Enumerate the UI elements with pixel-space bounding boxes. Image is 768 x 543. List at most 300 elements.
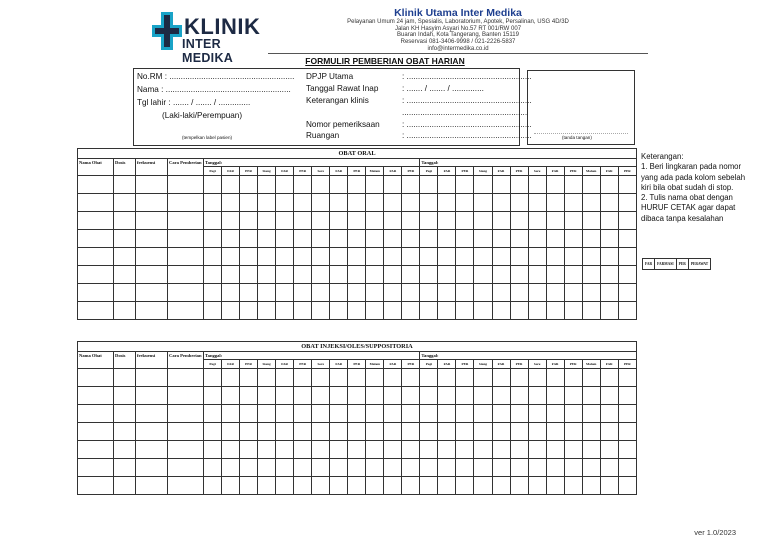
inj-cell[interactable] (222, 459, 240, 477)
oral-cell[interactable] (618, 266, 636, 284)
oral-cell[interactable] (600, 194, 618, 212)
oral-cell[interactable] (438, 212, 456, 230)
inj-cell[interactable] (136, 459, 168, 477)
oral-cell[interactable] (618, 248, 636, 266)
inj-cell[interactable] (384, 387, 402, 405)
oral-cell[interactable] (456, 248, 474, 266)
oral-cell[interactable] (438, 284, 456, 302)
oral-cell[interactable] (456, 230, 474, 248)
inj-cell[interactable] (276, 459, 294, 477)
inj-cell[interactable] (510, 369, 528, 387)
inj-cell[interactable] (546, 405, 564, 423)
oral-cell[interactable] (510, 248, 528, 266)
oral-cell[interactable] (402, 266, 420, 284)
oral-cell[interactable] (528, 302, 546, 320)
inj-cell[interactable] (564, 369, 582, 387)
oral-cell[interactable] (204, 212, 222, 230)
oral-cell[interactable] (384, 194, 402, 212)
oral-cell[interactable] (114, 284, 136, 302)
inj-cell[interactable] (114, 423, 136, 441)
inj-cell[interactable] (402, 477, 420, 495)
oral-cell[interactable] (348, 212, 366, 230)
oral-cell[interactable] (420, 302, 438, 320)
oral-cell[interactable] (204, 284, 222, 302)
oral-cell[interactable] (294, 248, 312, 266)
inj-cell[interactable] (420, 441, 438, 459)
inj-cell[interactable] (618, 423, 636, 441)
oral-cell[interactable] (546, 248, 564, 266)
oral-cell[interactable] (474, 248, 492, 266)
inj-cell[interactable] (546, 441, 564, 459)
oral-header-tanggal-2[interactable]: Tanggal: (420, 159, 637, 167)
oral-cell[interactable] (330, 230, 348, 248)
oral-cell[interactable] (474, 212, 492, 230)
oral-cell[interactable] (420, 284, 438, 302)
oral-cell[interactable] (582, 284, 600, 302)
oral-cell[interactable] (402, 230, 420, 248)
inj-cell[interactable] (168, 441, 204, 459)
inj-cell[interactable] (78, 477, 114, 495)
oral-cell[interactable] (204, 194, 222, 212)
oral-cell[interactable] (402, 212, 420, 230)
oral-cell[interactable] (114, 266, 136, 284)
oral-cell[interactable] (510, 230, 528, 248)
oral-cell[interactable] (348, 176, 366, 194)
inj-cell[interactable] (456, 459, 474, 477)
oral-cell[interactable] (384, 266, 402, 284)
oral-cell[interactable] (312, 284, 330, 302)
oral-cell[interactable] (366, 248, 384, 266)
inj-cell[interactable] (294, 369, 312, 387)
inj-cell[interactable] (564, 459, 582, 477)
inj-cell[interactable] (276, 441, 294, 459)
oral-cell[interactable] (312, 302, 330, 320)
inj-cell[interactable] (136, 423, 168, 441)
oral-cell[interactable] (582, 248, 600, 266)
oral-cell[interactable] (384, 230, 402, 248)
inj-cell[interactable] (168, 477, 204, 495)
oral-cell[interactable] (366, 302, 384, 320)
oral-cell[interactable] (528, 266, 546, 284)
inj-cell[interactable] (456, 477, 474, 495)
oral-cell[interactable] (510, 284, 528, 302)
inj-cell[interactable] (474, 387, 492, 405)
inj-cell[interactable] (438, 387, 456, 405)
inj-cell[interactable] (546, 423, 564, 441)
inj-cell[interactable] (402, 459, 420, 477)
inj-cell[interactable] (420, 477, 438, 495)
inj-cell[interactable] (330, 459, 348, 477)
inj-cell[interactable] (366, 459, 384, 477)
inj-cell[interactable] (136, 477, 168, 495)
oral-cell[interactable] (546, 230, 564, 248)
inj-cell[interactable] (276, 369, 294, 387)
oral-cell[interactable] (204, 176, 222, 194)
oral-cell[interactable] (492, 230, 510, 248)
inj-cell[interactable] (492, 405, 510, 423)
oral-cell[interactable] (600, 284, 618, 302)
inj-cell[interactable] (510, 405, 528, 423)
inj-cell[interactable] (600, 441, 618, 459)
oral-cell[interactable] (366, 230, 384, 248)
oral-cell[interactable] (312, 212, 330, 230)
oral-cell[interactable] (168, 212, 204, 230)
tgl-lahir-field[interactable]: Tgl lahir : ....... / ....... / .............. (137, 98, 251, 107)
inj-cell[interactable] (510, 441, 528, 459)
inj-cell[interactable] (402, 369, 420, 387)
oral-cell[interactable] (330, 176, 348, 194)
inj-cell[interactable] (294, 423, 312, 441)
oral-cell[interactable] (78, 194, 114, 212)
inj-cell[interactable] (222, 369, 240, 387)
inj-cell[interactable] (384, 405, 402, 423)
inj-cell[interactable] (582, 477, 600, 495)
inj-cell[interactable] (240, 459, 258, 477)
inj-cell[interactable] (204, 423, 222, 441)
oral-cell[interactable] (420, 266, 438, 284)
oral-cell[interactable] (136, 176, 168, 194)
inj-cell[interactable] (114, 477, 136, 495)
inj-cell[interactable] (78, 405, 114, 423)
inj-cell[interactable] (474, 459, 492, 477)
inj-cell[interactable] (618, 387, 636, 405)
inj-cell[interactable] (312, 387, 330, 405)
inj-cell[interactable] (510, 459, 528, 477)
oral-cell[interactable] (528, 230, 546, 248)
inj-cell[interactable] (474, 441, 492, 459)
oral-cell[interactable] (136, 266, 168, 284)
oral-cell[interactable] (258, 284, 276, 302)
oral-cell[interactable] (312, 194, 330, 212)
ket-klinis-field-2[interactable]: ....................................................... (402, 108, 528, 117)
inj-cell[interactable] (618, 459, 636, 477)
oral-cell[interactable] (114, 302, 136, 320)
oral-cell[interactable] (330, 284, 348, 302)
oral-cell[interactable] (420, 176, 438, 194)
inj-cell[interactable] (204, 369, 222, 387)
inj-cell[interactable] (258, 369, 276, 387)
inj-cell[interactable] (510, 387, 528, 405)
oral-cell[interactable] (474, 284, 492, 302)
inj-cell[interactable] (492, 477, 510, 495)
oral-cell[interactable] (510, 212, 528, 230)
inj-cell[interactable] (258, 477, 276, 495)
oral-cell[interactable] (546, 302, 564, 320)
oral-cell[interactable] (240, 176, 258, 194)
gender-field[interactable]: (Laki-laki/Perempuan) (162, 111, 243, 120)
oral-cell[interactable] (222, 230, 240, 248)
oral-cell[interactable] (114, 248, 136, 266)
inj-cell[interactable] (222, 477, 240, 495)
oral-cell[interactable] (204, 248, 222, 266)
oral-cell[interactable] (312, 176, 330, 194)
inj-cell[interactable] (312, 459, 330, 477)
inj-cell[interactable] (528, 477, 546, 495)
ket-klinis-field[interactable]: : ....................................................... (402, 96, 532, 105)
dpjp-field[interactable]: : ....................................................... (402, 72, 532, 81)
oral-cell[interactable] (258, 266, 276, 284)
oral-cell[interactable] (222, 302, 240, 320)
inj-cell[interactable] (600, 387, 618, 405)
nama-field[interactable]: Nama : ....................................................... (137, 85, 291, 94)
inj-cell[interactable] (240, 405, 258, 423)
inj-cell[interactable] (114, 387, 136, 405)
inj-cell[interactable] (168, 369, 204, 387)
inj-cell[interactable] (348, 477, 366, 495)
oral-cell[interactable] (600, 176, 618, 194)
oral-cell[interactable] (618, 302, 636, 320)
oral-cell[interactable] (582, 212, 600, 230)
oral-cell[interactable] (276, 302, 294, 320)
oral-cell[interactable] (136, 284, 168, 302)
inj-cell[interactable] (528, 423, 546, 441)
oral-cell[interactable] (258, 212, 276, 230)
oral-cell[interactable] (366, 284, 384, 302)
oral-cell[interactable] (78, 284, 114, 302)
inj-cell[interactable] (136, 369, 168, 387)
inj-cell[interactable] (438, 423, 456, 441)
oral-cell[interactable] (384, 212, 402, 230)
oral-cell[interactable] (528, 212, 546, 230)
inj-cell[interactable] (582, 405, 600, 423)
oral-cell[interactable] (564, 176, 582, 194)
inj-cell[interactable] (276, 387, 294, 405)
oral-cell[interactable] (474, 266, 492, 284)
inj-cell[interactable] (384, 441, 402, 459)
oral-cell[interactable] (546, 212, 564, 230)
oral-cell[interactable] (330, 212, 348, 230)
inj-cell[interactable] (402, 405, 420, 423)
inj-cell[interactable] (492, 459, 510, 477)
oral-cell[interactable] (582, 230, 600, 248)
inj-cell[interactable] (78, 423, 114, 441)
oral-cell[interactable] (276, 194, 294, 212)
inj-cell[interactable] (438, 477, 456, 495)
oral-cell[interactable] (204, 302, 222, 320)
inj-cell[interactable] (384, 369, 402, 387)
inj-cell[interactable] (330, 369, 348, 387)
inj-header-tanggal-1[interactable]: Tanggal: (204, 352, 420, 360)
inj-cell[interactable] (366, 423, 384, 441)
oral-cell[interactable] (114, 176, 136, 194)
oral-cell[interactable] (456, 284, 474, 302)
inj-cell[interactable] (420, 387, 438, 405)
inj-cell[interactable] (582, 441, 600, 459)
no-rm-field[interactable]: No.RM : ....................................................... (137, 72, 295, 81)
oral-cell[interactable] (492, 176, 510, 194)
inj-cell[interactable] (204, 459, 222, 477)
inj-cell[interactable] (114, 459, 136, 477)
oral-cell[interactable] (456, 194, 474, 212)
inj-cell[interactable] (402, 423, 420, 441)
inj-cell[interactable] (600, 369, 618, 387)
oral-cell[interactable] (136, 212, 168, 230)
oral-cell[interactable] (582, 266, 600, 284)
inj-cell[interactable] (564, 423, 582, 441)
oral-cell[interactable] (348, 230, 366, 248)
inj-cell[interactable] (204, 387, 222, 405)
oral-cell[interactable] (438, 302, 456, 320)
inj-cell[interactable] (492, 441, 510, 459)
inj-cell[interactable] (348, 387, 366, 405)
oral-cell[interactable] (474, 176, 492, 194)
inj-cell[interactable] (366, 369, 384, 387)
oral-cell[interactable] (528, 194, 546, 212)
inj-cell[interactable] (600, 477, 618, 495)
oral-cell[interactable] (546, 266, 564, 284)
oral-cell[interactable] (294, 176, 312, 194)
oral-cell[interactable] (330, 194, 348, 212)
inj-cell[interactable] (330, 423, 348, 441)
oral-cell[interactable] (402, 284, 420, 302)
inj-header-tanggal-2[interactable]: Tanggal: (420, 352, 637, 360)
inj-cell[interactable] (456, 423, 474, 441)
inj-cell[interactable] (168, 459, 204, 477)
oral-cell[interactable] (492, 212, 510, 230)
inj-cell[interactable] (168, 405, 204, 423)
inj-cell[interactable] (438, 369, 456, 387)
inj-cell[interactable] (528, 441, 546, 459)
inj-cell[interactable] (546, 459, 564, 477)
oral-cell[interactable] (456, 176, 474, 194)
inj-cell[interactable] (294, 441, 312, 459)
oral-cell[interactable] (222, 194, 240, 212)
oral-cell[interactable] (348, 284, 366, 302)
inj-cell[interactable] (114, 405, 136, 423)
inj-cell[interactable] (600, 459, 618, 477)
oral-cell[interactable] (438, 230, 456, 248)
oral-cell[interactable] (276, 248, 294, 266)
oral-cell[interactable] (402, 248, 420, 266)
oral-cell[interactable] (528, 176, 546, 194)
oral-cell[interactable] (420, 212, 438, 230)
inj-cell[interactable] (276, 405, 294, 423)
oral-cell[interactable] (348, 302, 366, 320)
inj-cell[interactable] (258, 387, 276, 405)
oral-cell[interactable] (492, 266, 510, 284)
oral-cell[interactable] (384, 248, 402, 266)
inj-cell[interactable] (600, 405, 618, 423)
oral-cell[interactable] (330, 266, 348, 284)
inj-cell[interactable] (240, 477, 258, 495)
oral-cell[interactable] (78, 248, 114, 266)
oral-cell[interactable] (456, 266, 474, 284)
inj-cell[interactable] (384, 477, 402, 495)
oral-cell[interactable] (618, 212, 636, 230)
oral-cell[interactable] (258, 230, 276, 248)
inj-cell[interactable] (582, 369, 600, 387)
oral-cell[interactable] (618, 230, 636, 248)
oral-cell[interactable] (136, 194, 168, 212)
inj-cell[interactable] (546, 387, 564, 405)
oral-cell[interactable] (582, 302, 600, 320)
oral-cell[interactable] (78, 212, 114, 230)
inj-cell[interactable] (528, 387, 546, 405)
oral-cell[interactable] (240, 302, 258, 320)
inj-cell[interactable] (366, 477, 384, 495)
inj-cell[interactable] (492, 369, 510, 387)
oral-cell[interactable] (600, 266, 618, 284)
inj-cell[interactable] (78, 369, 114, 387)
oral-cell[interactable] (564, 302, 582, 320)
oral-cell[interactable] (330, 302, 348, 320)
oral-cell[interactable] (258, 194, 276, 212)
oral-cell[interactable] (78, 230, 114, 248)
oral-cell[interactable] (510, 176, 528, 194)
inj-cell[interactable] (276, 477, 294, 495)
oral-cell[interactable] (474, 194, 492, 212)
oral-cell[interactable] (330, 248, 348, 266)
oral-cell[interactable] (456, 212, 474, 230)
oral-cell[interactable] (222, 284, 240, 302)
oral-cell[interactable] (240, 284, 258, 302)
oral-cell[interactable] (294, 302, 312, 320)
oral-cell[interactable] (582, 176, 600, 194)
oral-cell[interactable] (168, 230, 204, 248)
oral-cell[interactable] (366, 212, 384, 230)
oral-cell[interactable] (582, 194, 600, 212)
inj-cell[interactable] (240, 369, 258, 387)
oral-cell[interactable] (510, 302, 528, 320)
oral-cell[interactable] (222, 212, 240, 230)
inj-cell[interactable] (168, 423, 204, 441)
oral-cell[interactable] (402, 302, 420, 320)
oral-cell[interactable] (600, 212, 618, 230)
oral-cell[interactable] (114, 194, 136, 212)
inj-cell[interactable] (402, 387, 420, 405)
inj-cell[interactable] (384, 423, 402, 441)
oral-cell[interactable] (294, 230, 312, 248)
inj-cell[interactable] (564, 477, 582, 495)
inj-cell[interactable] (312, 441, 330, 459)
oral-cell[interactable] (474, 230, 492, 248)
oral-cell[interactable] (384, 284, 402, 302)
oral-cell[interactable] (348, 248, 366, 266)
inj-cell[interactable] (546, 477, 564, 495)
inj-cell[interactable] (582, 459, 600, 477)
oral-cell[interactable] (492, 194, 510, 212)
inj-cell[interactable] (474, 477, 492, 495)
signature-box[interactable] (527, 70, 635, 145)
oral-cell[interactable] (294, 284, 312, 302)
inj-cell[interactable] (510, 477, 528, 495)
oral-cell[interactable] (294, 266, 312, 284)
oral-cell[interactable] (222, 266, 240, 284)
inj-cell[interactable] (528, 369, 546, 387)
oral-cell[interactable] (114, 230, 136, 248)
oral-cell[interactable] (420, 194, 438, 212)
oral-cell[interactable] (240, 212, 258, 230)
inj-cell[interactable] (564, 441, 582, 459)
oral-cell[interactable] (438, 266, 456, 284)
inj-cell[interactable] (136, 387, 168, 405)
oral-cell[interactable] (348, 266, 366, 284)
inj-cell[interactable] (114, 441, 136, 459)
inj-cell[interactable] (348, 405, 366, 423)
inj-cell[interactable] (456, 441, 474, 459)
oral-cell[interactable] (276, 176, 294, 194)
oral-cell[interactable] (528, 248, 546, 266)
inj-cell[interactable] (618, 369, 636, 387)
inj-cell[interactable] (564, 387, 582, 405)
inj-cell[interactable] (204, 441, 222, 459)
inj-cell[interactable] (600, 423, 618, 441)
inj-cell[interactable] (618, 405, 636, 423)
inj-cell[interactable] (78, 387, 114, 405)
inj-cell[interactable] (384, 459, 402, 477)
oral-cell[interactable] (546, 176, 564, 194)
oral-cell[interactable] (366, 266, 384, 284)
